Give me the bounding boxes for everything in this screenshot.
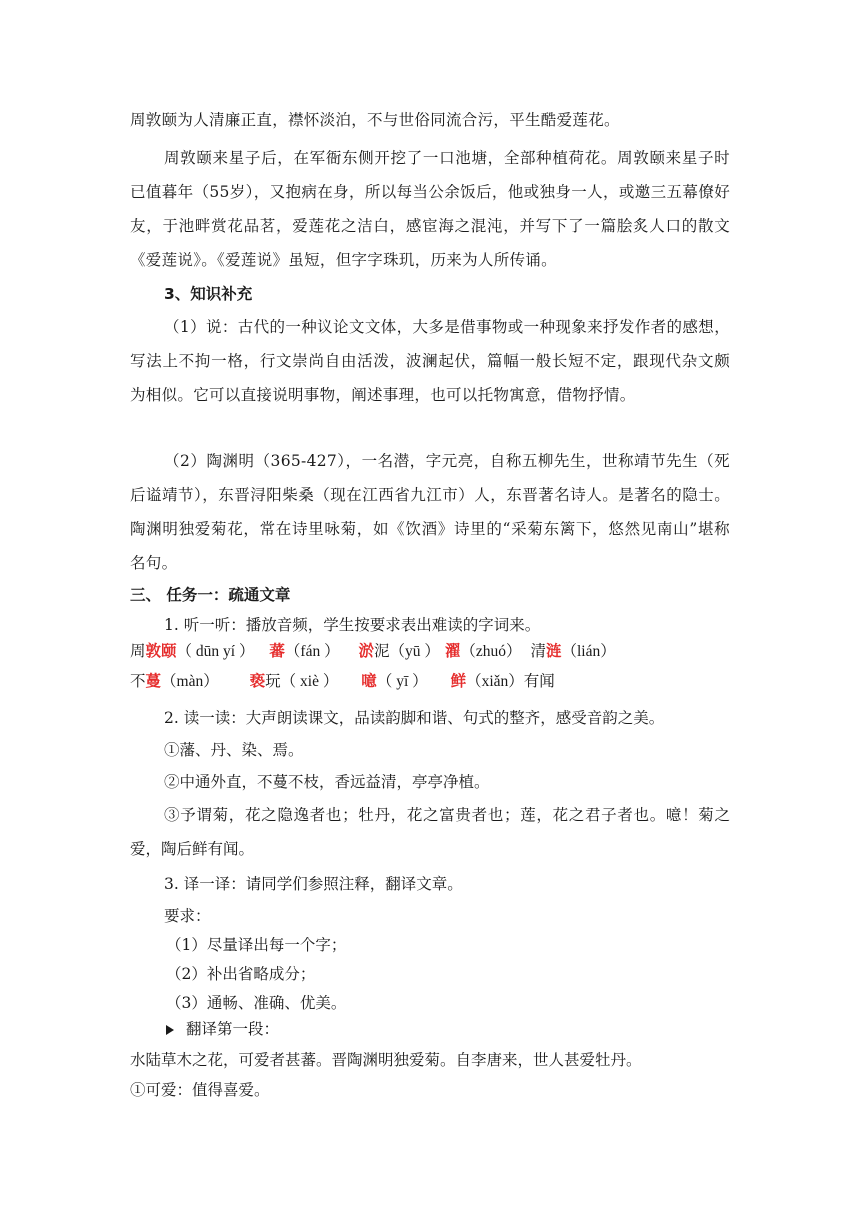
- word-fan: 蕃（fán ）: [269, 641, 340, 660]
- word-yi: 噫（ yī ）: [361, 671, 428, 690]
- word-zhuo: 濯（zhuó）: [444, 641, 522, 660]
- word-qinglian: 清涟（lián）: [530, 641, 616, 660]
- heading-knowledge: 3、知识补充: [164, 285, 253, 303]
- original-text: 水陆草木之花，可爱者甚蕃。晋陶渊明独爱菊。自李唐来，世人甚爱牡丹。: [130, 1051, 642, 1069]
- annotation-1: ①可爱：值得喜爱。: [130, 1081, 270, 1099]
- word-xiewan: 亵玩（ xiè ）: [249, 671, 339, 690]
- requirement-2: （2）补出省略成分；: [166, 965, 316, 983]
- step-read: 2. 读一读：大声朗读课文，品读韵脚和谐、句式的整齐，感受音韵之美。: [164, 709, 665, 727]
- step-listen: 1. 听一听：播放音频，学生按要求表出难读的字词来。: [164, 616, 541, 634]
- requirements-label: 要求：: [164, 907, 211, 925]
- word-buman: 不蔓（màn）: [130, 671, 219, 690]
- translate-paragraph-1: 翻译第一段：: [166, 1015, 279, 1043]
- paragraph-intro: 周敦颐为人清廉正直，襟怀淡泊，不与世俗同流合污，平生酷爱莲花。: [130, 111, 620, 129]
- section-heading: 三、 任务一：疏通文章: [130, 586, 291, 604]
- word-zhoudunyi: 周敦颐（ dūn yí ）: [130, 641, 255, 660]
- paragraph-history: 周敦颐来星子后，在军衙东侧开挖了一口池塘，全部种植荷花。周敦颐来星子时已值暮年（55岁），又抱病在身，所以每当公余饭后，他或独身一人，或邀三五幕僚好友，于池畔赏花品茗，爱莲花之洁白，感宦海之混沌，并写下了一篇脍炙人口的散文《爱莲说》。《爱莲说》虽短，但字字珠玑，历来为人所传诵。: [130, 149, 730, 269]
- word-yuni: 淤泥（yū ）: [358, 641, 440, 660]
- pinyin-line-2: [130, 669, 555, 691]
- requirement-1: （1）尽量译出每一个字；: [166, 936, 347, 954]
- reading-1: ①藩、丹、染、焉。: [164, 741, 304, 759]
- reading-2: ②中通外直，不蔓不枝，香远益清，亭亭净植。: [164, 773, 490, 791]
- step-translate: 3. 译一译：请同学们参照注释，翻译文章。: [164, 875, 463, 893]
- word-xian: 鲜（xiǎn）有闻: [450, 671, 555, 690]
- arrow-bullet-icon: [166, 1025, 174, 1035]
- paragraph-tao: （2）陶渊明（365-427），一名潜，字元亮，自称五柳先生，世称靖节先生（死后谥靖节），东晋浔阳柴桑（现在江西省九江市）人，东晋著名诗人。是著名的隐士。陶渊明独爱菊花，常在诗里咏菊，如《饮酒》诗里的“采菊东篱下，悠然见南山”堪称名句。: [130, 452, 730, 572]
- requirement-3: （3）通畅、准确、优美。: [166, 994, 347, 1012]
- reading-3: ③予谓菊，花之隐逸者也；牡丹，花之富贵者也；莲，花之君子者也。噫！菊之爱，陶后鲜有闻。: [130, 806, 730, 858]
- pinyin-line-1: [130, 639, 616, 661]
- paragraph-shuo: （1）说：古代的一种议论文文体，大多是借事物或一种现象来抒发作者的感想，写法上不拘一格，行文崇尚自由活泼，波澜起伏，篇幅一般长短不定，跟现代杂文颇为相似。它可以直接说明事物，阐述事理，也可以托物寓意，借物抒情。: [130, 318, 730, 404]
